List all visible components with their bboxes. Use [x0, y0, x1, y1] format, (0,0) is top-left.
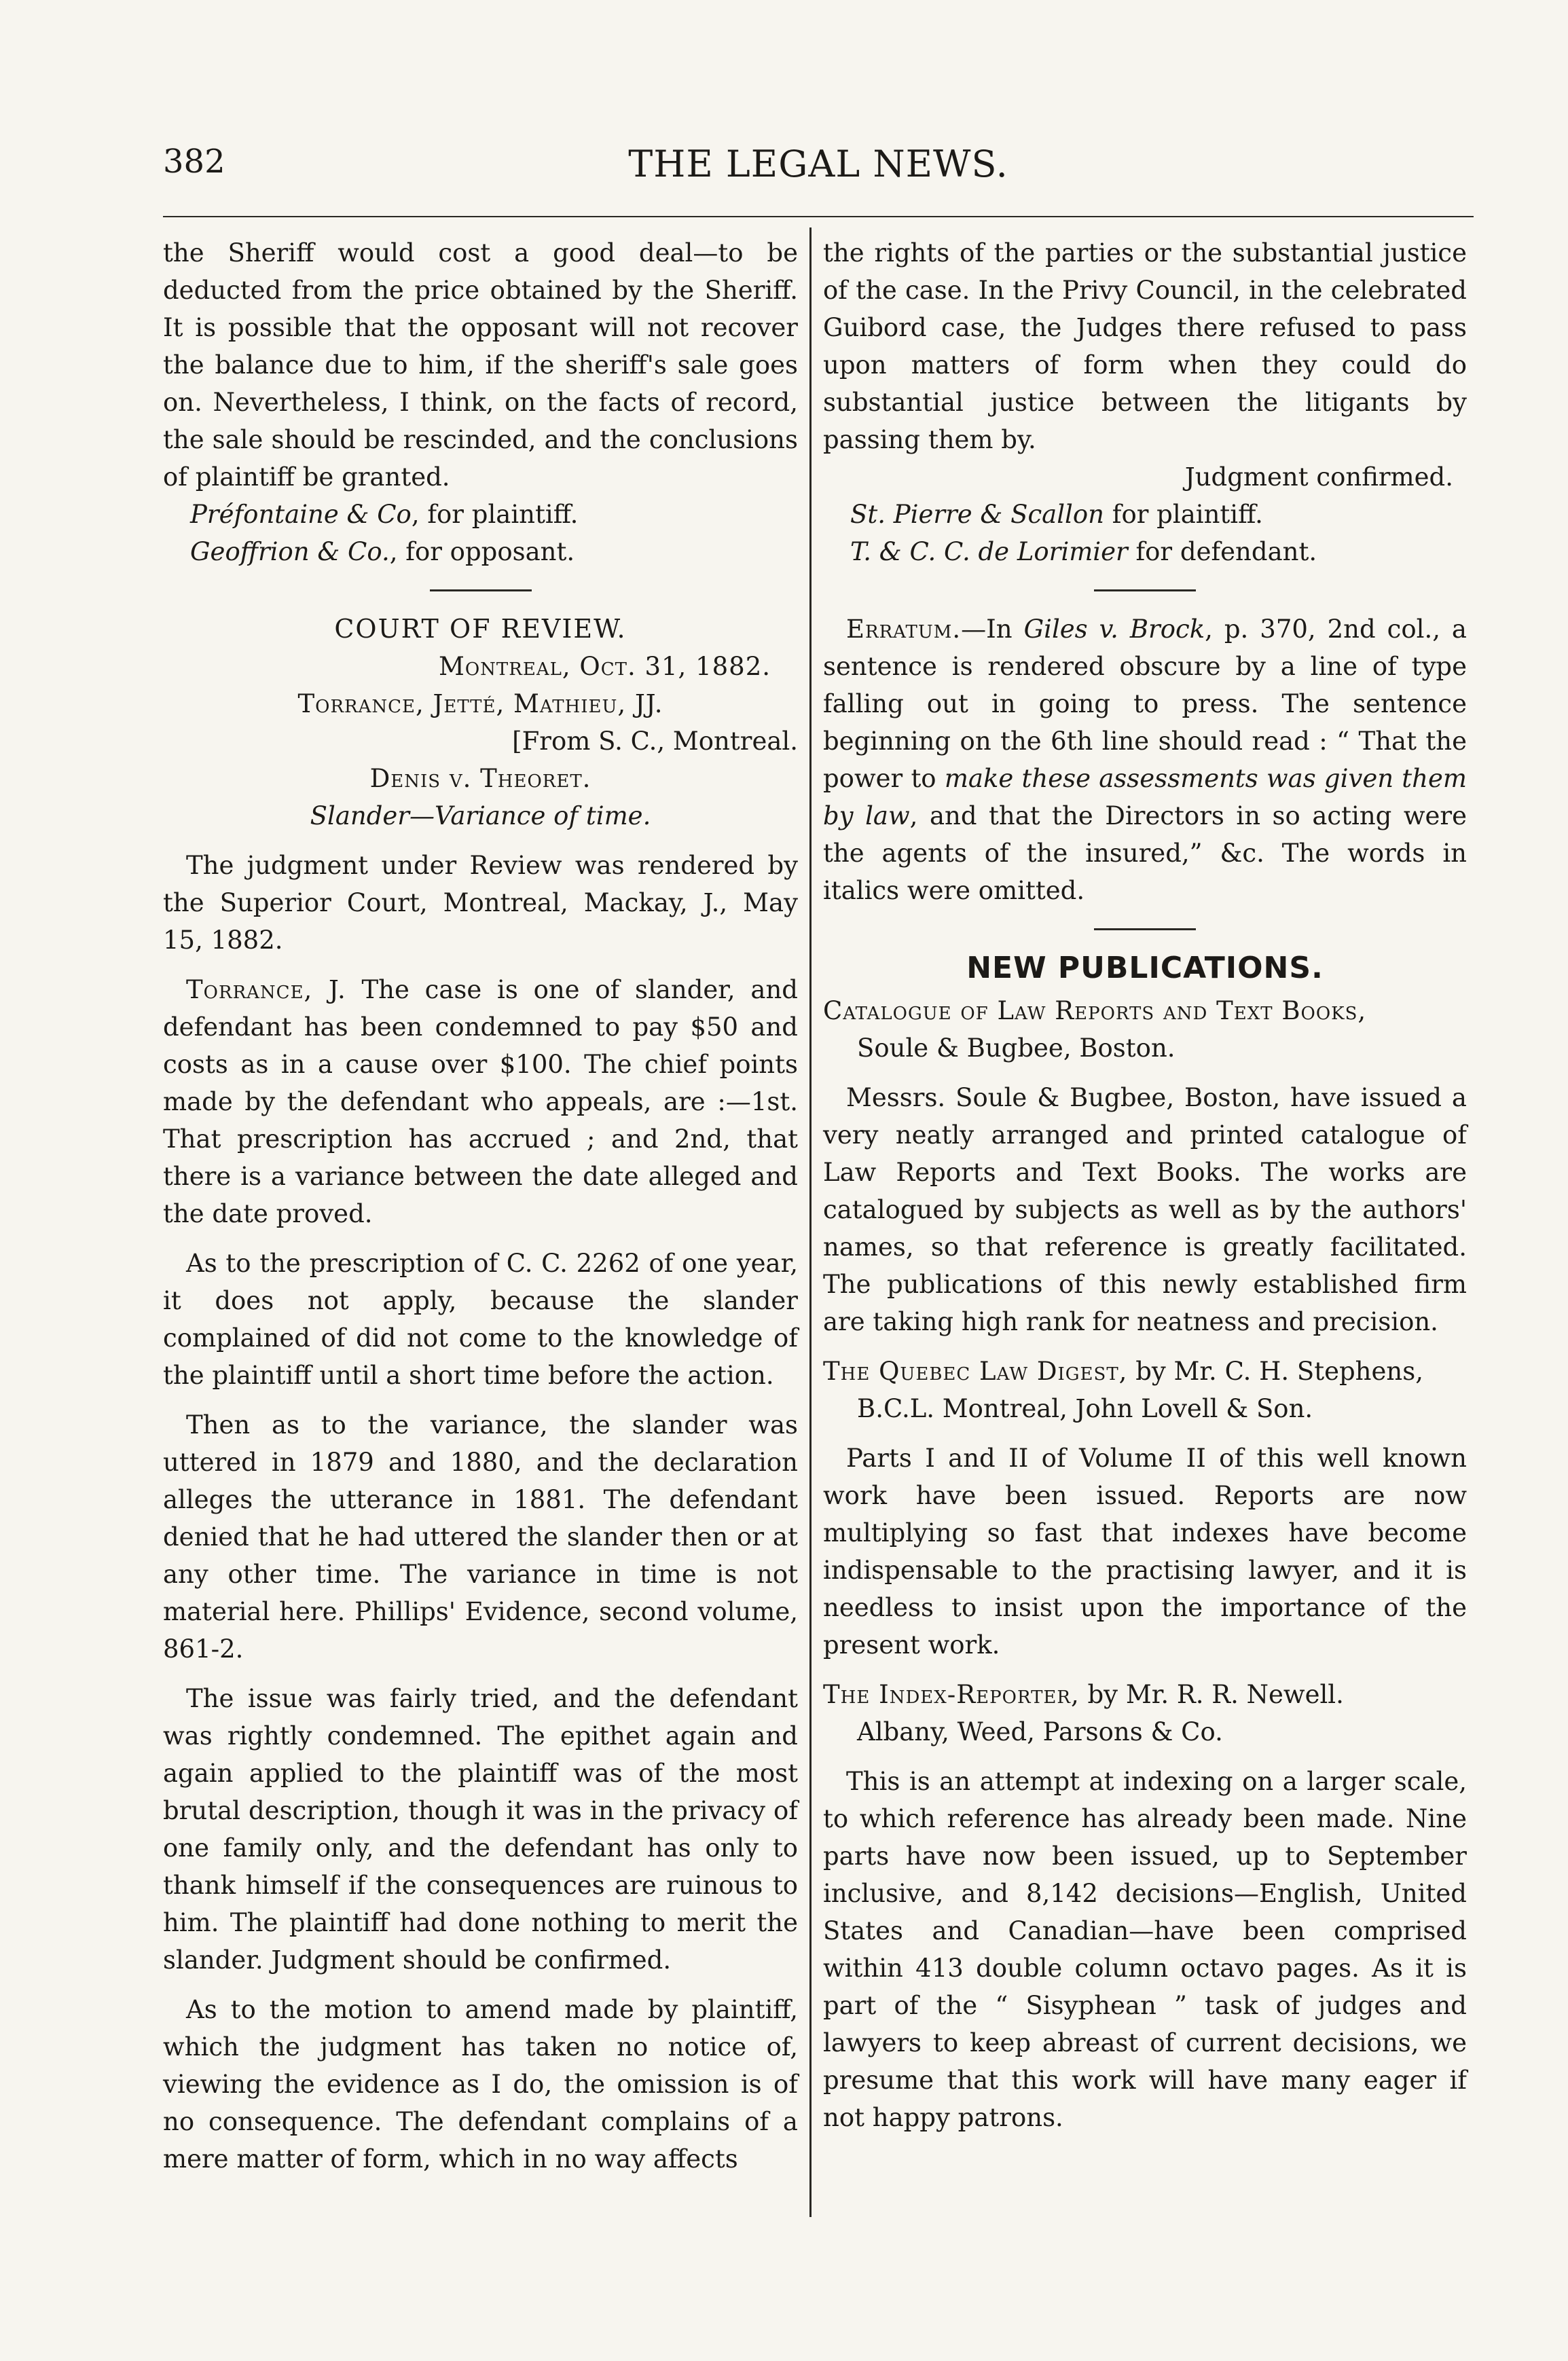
counsel-name: Préfontaine & Co — [190, 500, 412, 529]
publication-title: The Index-Reporter, — [823, 1680, 1080, 1709]
paragraph: The issue was fairly tried, and the defendant was rightly condemned. The epithet again and again applied to the plaintiff was of the most brutal description, though it was in the privacy of one family only, and the defendant has only to thank himself if the consequences are ruinous to him. The plaintiff had done nothing to merit the slander. Judgment should be confirmed. — [163, 1684, 798, 1975]
judge-name: Torrance, J. — [186, 975, 346, 1004]
left-column — [163, 234, 798, 2178]
counsel-name: St. Pierre & Scallon — [850, 500, 1104, 529]
erratum-case: Giles v. Brock — [1023, 615, 1205, 644]
paragraph: the Sheriff would cost a good deal—to be deducted from the price obtained by the Sheriff. It is possible that the opposant will not recover the balance due to him, if the sheriff's sale goes on. Nevertheless, I think, on the facts of record, the sale should be rescinded, and the conclusions of plaintiff be granted. — [163, 238, 798, 492]
publication-publisher: Soule & Bugbee, Boston. — [857, 1033, 1175, 1063]
counsel-role: for plaintiff. — [1104, 500, 1263, 529]
counsel-line — [163, 496, 798, 533]
counsel-role: , for plaintiff. — [411, 500, 579, 529]
erratum-label: Erratum. — [846, 615, 962, 644]
counsel-role: for defendant. — [1127, 537, 1317, 566]
counsel-line — [163, 533, 798, 570]
counsel-name: T. & C. C. de Lorimier — [850, 537, 1128, 566]
publication-entry — [823, 1353, 1467, 1427]
publication-author: by Mr. R. R. Newell. — [1079, 1680, 1344, 1709]
case-subject: Slander—Variance of time. — [310, 801, 651, 830]
header-rule — [163, 216, 1474, 217]
paragraph: Parts I and II of Volume II of this well known work have been issued. Reports are now multiplying so fast that indexes have become indispensable to the practising lawyer, and it is needless to insist upon the importance of the present work. — [823, 1444, 1467, 1660]
page-number: 382 — [163, 143, 225, 181]
paragraph — [163, 971, 798, 1232]
judgment-line: Judgment confirmed. — [1184, 462, 1453, 492]
paragraph: Then as to the variance, the slander was uttered in 1879 and 1880, and the declaration alleges the utterance in 1881. The defendant denied that he had uttered the slander then or at any other time. The variance in time is not material here. Phillips' Evidence, second volume, 861-2. — [163, 1410, 798, 1664]
place-date: Montreal, Oct. 31, 1882. — [438, 652, 771, 681]
paragraph: This is an attempt at indexing on a larger scale, to which reference has already been made. Nine parts have now been issued, up to September inclusive, and 8,142 decisions—English, United States and Canadian—have been comprised within 413 double column octavo pages. As it is part of the “ Sisyphean ” task of judges and lawyers to keep abreast of current decisions, we presume that this work will have many eager if not happy patrons. — [823, 1767, 1467, 2132]
publication-title: Catalogue of Law Reports and Text Books, — [823, 996, 1367, 1025]
publication-entry — [823, 1676, 1467, 1751]
paragraph: the rights of the parties or the substantial justice of the case. In the Privy Council, in the celebrated Guibord case, the Judges there refused to pass upon matters of form when they could do substantial justice between the litigants by passing them by. — [823, 238, 1467, 454]
right-column — [823, 234, 1467, 2136]
paragraph: As to the prescription of C. C. 2262 of one year, it does not apply, because the slander complained of did not come to the knowledge of the plaintiff until a short time before the action. — [163, 1249, 798, 1390]
publication-publisher: B.C.L. Montreal, John Lovell & Son. — [857, 1394, 1313, 1423]
counsel-name: Geoffrion & Co. — [190, 537, 390, 566]
section-rule — [1094, 928, 1196, 930]
court-heading: COURT OF REVIEW. — [334, 614, 627, 644]
erratum-italic: make these assessments was given them by law — [823, 764, 1467, 830]
running-title: THE LEGAL NEWS. — [628, 143, 1008, 185]
publication-entry — [823, 992, 1467, 1067]
publication-title: The Quebec Law Digest, — [823, 1357, 1128, 1386]
erratum-paragraph: Erratum.—In Giles v. Brock, p. 370, 2nd col., a sentence is rendered obscure by a line of type falling out in going to press. The sentence beginning on the 6th line should read : “ That the power to make these assessments was given them by law, and that the Directors in so acting were the agents of the insured,” &c. The words in italics were omitted. — [823, 615, 1467, 905]
case-title: Denis v. Theoret. — [369, 764, 591, 793]
counsel-line — [823, 533, 1467, 570]
column-divider — [809, 227, 812, 2217]
section-rule — [430, 589, 532, 591]
paragraph: The judgment under Review was rendered by the Superior Court, Montreal, Mackay, J., May 15, 1882. — [163, 851, 798, 955]
paragraph: As to the motion to amend made by plaintiff, which the judgment has taken no notice of, viewing the evidence as I do, the omission is of no consequence. The defendant complains of a mere matter of form, which in no way affects — [163, 1995, 798, 2174]
paragraph-text: The case is one of slander, and defendant has been condemned to pay $50 and costs as in a cause over $100. The chief points made by the defendant who appeals, are :—1st. That prescription has accrued ; and 2nd, that there is a variance between the date alleged and the date proved. — [163, 975, 798, 1228]
judges-line: Torrance, Jetté, Mathieu, JJ. — [297, 689, 663, 718]
paragraph: Messrs. Soule & Bugbee, Boston, have issued a very neatly arranged and printed catalogue of Law Reports and Text Books. The works are catalogued by subjects as well as by the authors' names, so that reference is greatly facilitated. The publications of this newly established firm are taking high rank for neatness and precision. — [823, 1083, 1467, 1336]
publication-publisher: Albany, Weed, Parsons & Co. — [857, 1717, 1223, 1746]
counsel-role: , for opposant. — [389, 537, 575, 566]
section-rule — [1094, 589, 1196, 591]
page-header — [163, 143, 1474, 204]
new-publications-heading: NEW PUBLICATIONS. — [966, 951, 1324, 985]
counsel-line — [823, 496, 1467, 533]
from-line: [From S. C., Montreal. — [512, 727, 798, 756]
publication-author: by Mr. C. H. Stephens, — [1127, 1357, 1423, 1386]
